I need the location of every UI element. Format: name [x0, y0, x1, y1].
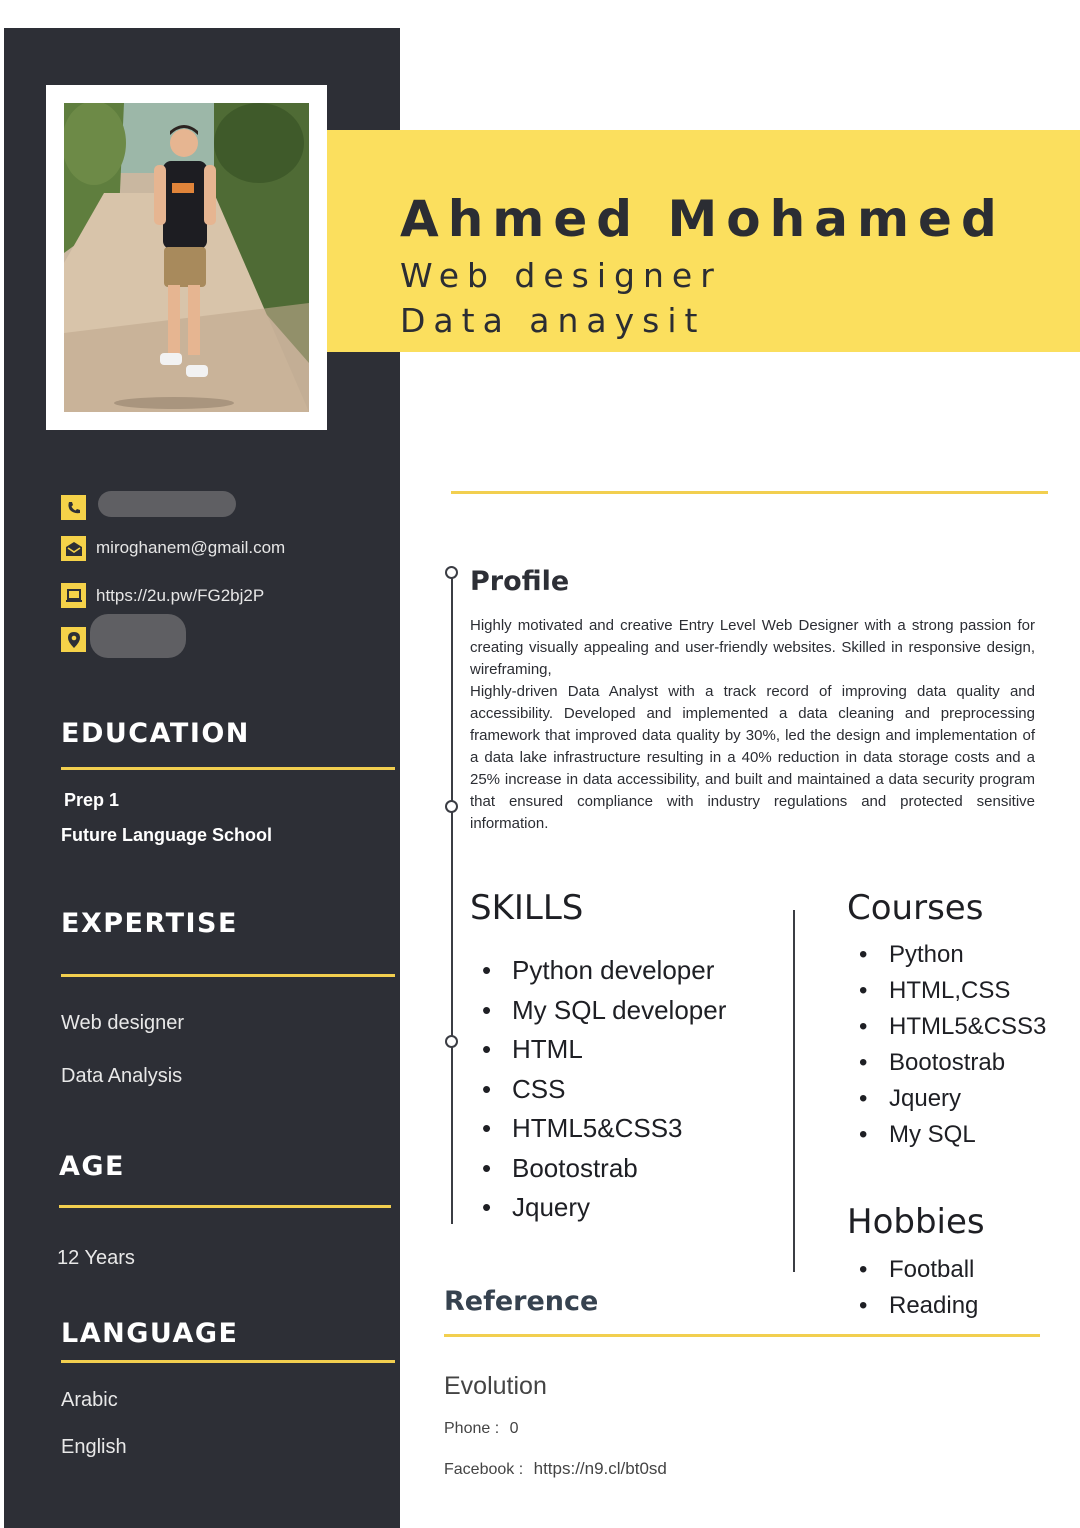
- list-item: • Football: [847, 1252, 978, 1288]
- location-icon: [61, 627, 86, 652]
- facebook-link[interactable]: https://n9.cl/bt0sd: [533, 1459, 667, 1478]
- profile-paragraph: Highly motivated and creative Entry Level Web Designer with a strong passion for creating visually appealing and user-friendly websites. Skilled in responsive design, wireframing,: [470, 617, 1035, 678]
- list-item: • My SQL: [847, 1117, 1046, 1153]
- website-link[interactable]: https://2u.pw/FG2bj2P: [96, 586, 265, 605]
- age-heading: AGE: [59, 1151, 126, 1182]
- list-item: • HTML5&CSS3: [470, 1109, 726, 1149]
- education-heading: EDUCATION: [61, 718, 250, 749]
- courses-list: [847, 937, 1046, 1153]
- skills-heading: SKILLS: [470, 888, 584, 928]
- facebook-label: Facebook :: [444, 1461, 524, 1478]
- language-heading: LANGUAGE: [61, 1318, 239, 1349]
- list-item: • Python: [847, 937, 1046, 973]
- list-item: • Reading: [847, 1288, 978, 1324]
- laptop-icon: [61, 583, 86, 608]
- column-divider: [793, 910, 795, 1272]
- redacted-phone: [98, 491, 236, 517]
- profile-photo-frame: [46, 85, 327, 430]
- education-school: Future Language School: [61, 825, 273, 845]
- skills-list: [470, 951, 726, 1228]
- list-item: • My SQL developer: [470, 991, 726, 1031]
- education-grade: Prep 1: [64, 790, 120, 810]
- job-title-web-designer: Web designer: [400, 256, 722, 295]
- language-item: Arabic: [61, 1389, 118, 1411]
- email-text[interactable]: miroghanem@gmail.com: [96, 538, 286, 557]
- profile-summary: [470, 615, 1035, 835]
- timeline-dot: [445, 566, 458, 579]
- expertise-item: Data Analysis: [61, 1065, 183, 1087]
- full-name: Ahmed Mohamed: [400, 190, 1006, 248]
- profile-photo: [64, 103, 309, 412]
- list-item: • Bootostrab: [470, 1149, 726, 1189]
- language-divider: [61, 1360, 395, 1363]
- phone-value: 0: [509, 1420, 519, 1437]
- header-divider: [451, 491, 1048, 494]
- list-item: • HTML: [470, 1030, 726, 1070]
- courses-heading: Courses: [847, 888, 984, 928]
- phone-label: Phone :: [444, 1420, 500, 1437]
- hobbies-heading: Hobbies: [847, 1202, 985, 1242]
- language-item: English: [61, 1436, 127, 1458]
- profile-heading: Profile: [470, 566, 570, 597]
- reference-heading: Reference: [444, 1286, 599, 1317]
- age-divider: [59, 1205, 391, 1208]
- hobbies-list: [847, 1252, 978, 1324]
- list-item: • CSS: [470, 1070, 726, 1110]
- timeline-line: [451, 576, 453, 1224]
- reference-phone: [444, 1420, 519, 1438]
- list-item: • Python developer: [470, 951, 726, 991]
- expertise-item: Web designer: [61, 1012, 185, 1034]
- email-icon: [61, 536, 86, 561]
- reference-divider: [444, 1334, 1040, 1337]
- list-item: • HTML5&CSS3: [847, 1009, 1046, 1045]
- list-item: • Jquery: [470, 1188, 726, 1228]
- expertise-divider: [61, 974, 395, 977]
- expertise-heading: EXPERTISE: [61, 908, 238, 939]
- job-title-data-analyst: Data anaysit: [400, 301, 706, 340]
- reference-facebook: [444, 1459, 667, 1479]
- redacted-address: [90, 614, 186, 658]
- list-item: • Jquery: [847, 1081, 1046, 1117]
- age-value: 12 Years: [57, 1247, 135, 1269]
- list-item: • Bootostrab: [847, 1045, 1046, 1081]
- education-divider: [61, 767, 395, 770]
- phone-icon: [61, 495, 86, 520]
- timeline-dot: [445, 1035, 458, 1048]
- reference-name: Evolution: [444, 1372, 547, 1400]
- timeline-dot: [445, 800, 458, 813]
- list-item: • HTML,CSS: [847, 973, 1046, 1009]
- profile-paragraph: Highly-driven Data Analyst with a track record of improving data quality and accessibility. Developed and implemented a data cleaning and preprocessing framework that improved data quality by 30%, led the design and implementation of a data lake infrastructure resulting in a 40% reduction in data storage costs and a 25% increase in data accessibility, and built and maintained a data security program that ensured compliance with industry regulations and protected sensitive information.: [470, 683, 1035, 832]
